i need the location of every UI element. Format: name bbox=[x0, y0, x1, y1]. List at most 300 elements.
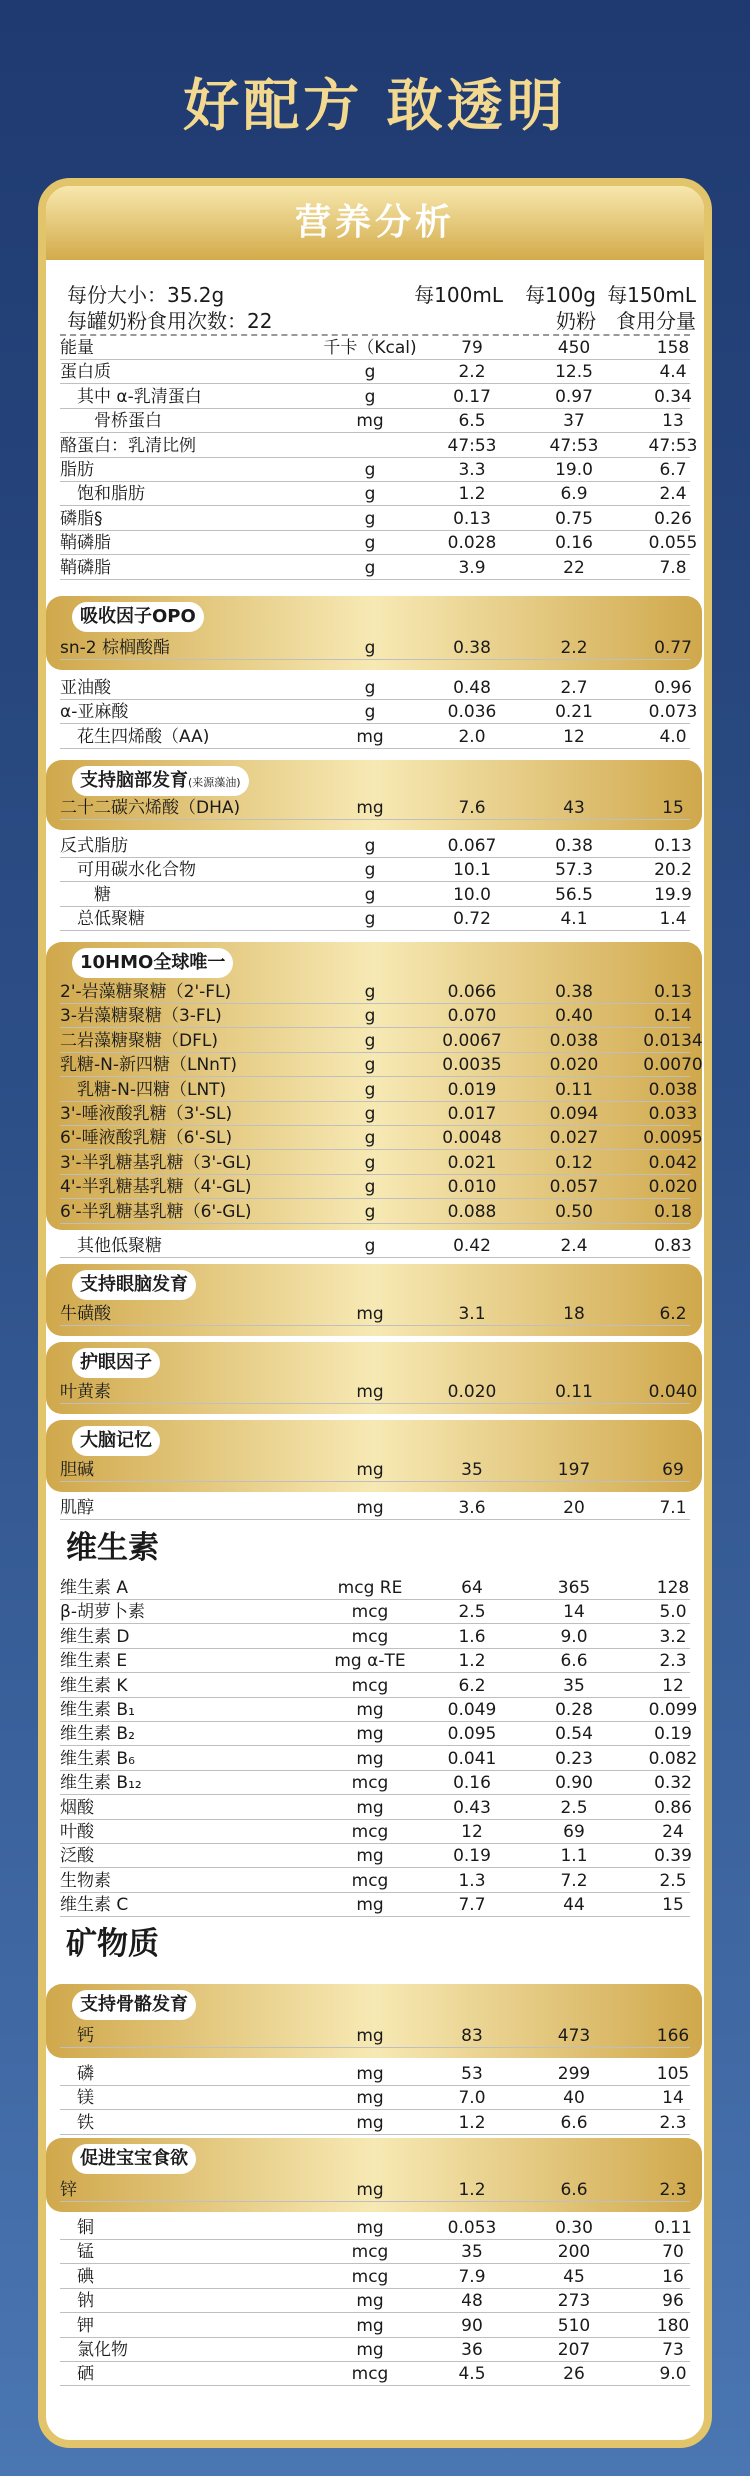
value-per100g: 6.6 bbox=[560, 2180, 588, 2200]
nutrient-name: 乳糖-N-四糖（LNT) bbox=[60, 1079, 227, 1100]
nutrient-name: 维生素 B₁ bbox=[60, 1700, 135, 1720]
value-per150ml: 0.0070 bbox=[643, 1055, 703, 1076]
value-per100g: 2.4 bbox=[560, 1236, 588, 1256]
nutrient-unit: mg bbox=[356, 2340, 384, 2360]
nutrient-name: 叶黄素 bbox=[60, 1382, 111, 1402]
value-per100ml: 0.19 bbox=[453, 1846, 491, 1867]
value-per150ml: 47:53 bbox=[648, 435, 698, 456]
value-per100ml: 35 bbox=[461, 1460, 483, 1480]
value-per100ml: 0.020 bbox=[447, 1382, 497, 1402]
nutrient-unit: mg bbox=[356, 2112, 384, 2133]
value-per100g: 4.1 bbox=[560, 909, 588, 930]
value-per100ml: 3.9 bbox=[458, 557, 486, 578]
value-per100ml: 10.1 bbox=[453, 860, 491, 881]
table-row bbox=[60, 1600, 690, 1624]
nutrient-unit: 千卡（Kcal) bbox=[323, 338, 417, 358]
nutrient-unit: mg bbox=[356, 1846, 384, 1867]
table-row bbox=[60, 1820, 690, 1844]
value-per150ml: 96 bbox=[662, 2291, 684, 2312]
value-per100g: 37 bbox=[563, 411, 585, 432]
value-per100g: 12 bbox=[563, 726, 585, 747]
nutrient-unit: mg bbox=[356, 1748, 384, 1769]
nutrient-unit: g bbox=[364, 836, 376, 856]
value-per150ml: 0.0134 bbox=[643, 1030, 703, 1051]
table-row bbox=[60, 1151, 698, 1175]
value-per100g: 473 bbox=[557, 2026, 591, 2046]
value-per150ml: 2.5 bbox=[659, 1870, 687, 1891]
nutrient-name: 6'-唾液酸乳糖（6'-SL) bbox=[60, 1128, 233, 1149]
value-per100ml: 0.0035 bbox=[442, 1055, 502, 1076]
value-per100ml: 0.72 bbox=[453, 909, 491, 930]
nutrient-unit: g bbox=[364, 1128, 376, 1149]
nutrient-name: 4'-半乳糖基乳糖（4'-GL) bbox=[60, 1177, 252, 1198]
value-per150ml: 14 bbox=[662, 2088, 684, 2109]
nutrient-name: 碘 bbox=[60, 2266, 94, 2287]
value-per100ml: 36 bbox=[461, 2340, 483, 2360]
nutrient-unit: mg bbox=[356, 2291, 384, 2312]
serving-count: 每罐奶粉食用次数：22 bbox=[67, 309, 273, 333]
nutrient-unit: mcg bbox=[351, 1675, 389, 1696]
value-per100g: 14 bbox=[563, 1602, 585, 1623]
value-per100g: 0.020 bbox=[549, 1055, 599, 1076]
nutrient-unit: g bbox=[364, 1236, 376, 1256]
nutrient-name: 维生素 K bbox=[60, 1675, 128, 1696]
value-per100g: 22 bbox=[563, 557, 585, 578]
value-per100ml: 2.0 bbox=[458, 726, 486, 747]
value-per100ml: 47:53 bbox=[447, 435, 497, 456]
nutrient-unit: mcg bbox=[351, 2266, 389, 2287]
value-per100g: 0.97 bbox=[555, 386, 593, 407]
value-per100ml: 7.6 bbox=[458, 798, 486, 818]
value-per150ml: 2.3 bbox=[659, 1651, 687, 1672]
nutrient-unit: g bbox=[364, 1079, 376, 1100]
value-per100g: 450 bbox=[557, 338, 591, 358]
nutrient-name: 肌醇 bbox=[60, 1498, 94, 1518]
value-per100g: 57.3 bbox=[555, 860, 593, 881]
nutrient-name: 维生素 E bbox=[60, 1651, 128, 1672]
value-per100g: 197 bbox=[557, 1460, 591, 1480]
column-header-per100ml: 每100mL bbox=[414, 283, 503, 307]
section-label-note: (来源藻油) bbox=[188, 776, 241, 789]
section-label: 支持眼脑发育 bbox=[72, 1270, 196, 1300]
column-header-per150ml: 每150mL 食用分量 bbox=[607, 283, 696, 333]
value-per100g: 0.23 bbox=[555, 1748, 593, 1769]
nutrient-name: 3'-半乳糖基乳糖（3'-GL) bbox=[60, 1152, 252, 1173]
value-per100g: 0.21 bbox=[555, 702, 593, 723]
nutrient-unit: mg bbox=[356, 2180, 384, 2200]
value-per150ml: 0.0095 bbox=[643, 1128, 703, 1149]
value-per100ml: 4.5 bbox=[458, 2364, 486, 2385]
value-per150ml: 19.9 bbox=[654, 884, 692, 905]
nutrient-unit: g bbox=[364, 638, 376, 658]
value-per100g: 0.094 bbox=[549, 1104, 599, 1124]
value-per100g: 0.12 bbox=[555, 1152, 593, 1173]
value-per100g: 2.5 bbox=[560, 1797, 588, 1818]
table-row bbox=[60, 1722, 690, 1746]
value-per100g: 0.038 bbox=[549, 1030, 599, 1051]
value-per100g: 26 bbox=[563, 2364, 585, 2385]
nutrient-unit: mg bbox=[356, 1304, 384, 1324]
table-row bbox=[60, 1102, 698, 1126]
value-per100g: 47:53 bbox=[549, 435, 599, 456]
value-per100ml: 0.021 bbox=[447, 1152, 497, 1173]
table-row bbox=[60, 2086, 690, 2110]
nutrient-unit: mg bbox=[356, 726, 384, 747]
table-row bbox=[60, 1175, 698, 1199]
nutrient-name: 可用碳水化合物 bbox=[60, 860, 196, 881]
value-per150ml: 1.4 bbox=[659, 909, 687, 930]
value-per100ml: 0.095 bbox=[447, 1724, 497, 1745]
table-row bbox=[60, 1234, 690, 1258]
nutrient-name: 维生素 B₁₂ bbox=[60, 1773, 142, 1794]
value-per150ml: 5.0 bbox=[659, 1602, 687, 1623]
nutrient-unit: mcg bbox=[351, 1822, 389, 1842]
value-per100g: 44 bbox=[563, 1895, 585, 1916]
table-row bbox=[60, 2062, 690, 2086]
value-per150ml: 70 bbox=[662, 2242, 684, 2263]
table-row bbox=[60, 1302, 690, 1326]
nutrient-unit: g bbox=[364, 386, 376, 407]
value-per150ml: 24 bbox=[662, 1822, 684, 1842]
nutrient-unit: mg bbox=[356, 2026, 384, 2046]
value-per150ml: 0.073 bbox=[648, 702, 698, 723]
table-row bbox=[60, 385, 690, 409]
value-per150ml: 0.39 bbox=[654, 1846, 692, 1867]
nutrient-name: 亚油酸 bbox=[60, 678, 111, 698]
table-row bbox=[60, 907, 690, 931]
value-per100g: 510 bbox=[557, 2315, 591, 2336]
value-per150ml: 0.082 bbox=[648, 1748, 698, 1769]
value-per100ml: 2.5 bbox=[458, 1602, 486, 1623]
nutrient-name: 磷 bbox=[60, 2064, 94, 2084]
value-per100g: 6.9 bbox=[560, 484, 588, 505]
value-per150ml: 3.2 bbox=[659, 1626, 687, 1647]
section-label: 促进宝宝食欲 bbox=[72, 2144, 196, 2174]
table-row bbox=[60, 676, 690, 700]
value-per100ml: 1.6 bbox=[458, 1626, 486, 1647]
nutrient-name: 镁 bbox=[60, 2088, 94, 2109]
value-per150ml: 15 bbox=[662, 798, 684, 818]
column-header-per100g: 每100g 奶粉 bbox=[525, 283, 596, 333]
value-per150ml: 128 bbox=[656, 1578, 690, 1598]
value-per100ml: 7.0 bbox=[458, 2088, 486, 2109]
nutrient-unit: mcg bbox=[351, 2364, 389, 2385]
nutrient-name: 维生素 C bbox=[60, 1895, 129, 1916]
value-per150ml: 0.26 bbox=[654, 508, 692, 529]
table-row bbox=[60, 1078, 698, 1102]
nutrient-name: 鞘磷脂 bbox=[60, 557, 111, 578]
table-row bbox=[60, 2362, 690, 2386]
nutrient-name: 泛酸 bbox=[60, 1846, 94, 1867]
value-per100g: 0.11 bbox=[555, 1079, 593, 1100]
table-row bbox=[60, 482, 690, 506]
nutrient-unit: mcg RE bbox=[337, 1578, 403, 1598]
nutrient-name: 维生素 B₆ bbox=[60, 1748, 135, 1769]
nutrient-unit: mg bbox=[356, 1797, 384, 1818]
nutrient-unit: g bbox=[364, 702, 376, 723]
value-per150ml: 7.1 bbox=[659, 1498, 687, 1518]
table-row bbox=[60, 434, 698, 458]
value-per100ml: 0.010 bbox=[447, 1177, 497, 1198]
value-per100ml: 2.2 bbox=[458, 362, 486, 383]
nutrient-name: 能量 bbox=[60, 338, 94, 358]
table-row bbox=[60, 1458, 690, 1482]
value-per100g: 6.6 bbox=[560, 1651, 588, 1672]
nutrient-name: 锰 bbox=[60, 2242, 94, 2263]
table-row bbox=[60, 1380, 698, 1404]
table-row bbox=[60, 1771, 690, 1795]
value-per100ml: 0.13 bbox=[453, 508, 491, 529]
value-per100ml: 53 bbox=[461, 2064, 483, 2084]
table-row bbox=[60, 2240, 690, 2264]
nutrient-unit: mg bbox=[356, 2088, 384, 2109]
value-per100g: 0.54 bbox=[555, 1724, 593, 1745]
table-row bbox=[60, 1576, 690, 1600]
value-per100ml: 12 bbox=[461, 1822, 483, 1842]
table-row bbox=[60, 1674, 690, 1698]
value-per150ml: 0.055 bbox=[648, 533, 698, 554]
nutrient-name: 钾 bbox=[60, 2315, 94, 2336]
value-per100g: 299 bbox=[557, 2064, 591, 2084]
value-per150ml: 0.18 bbox=[654, 1201, 692, 1222]
table-row bbox=[60, 1200, 690, 1224]
section-label: 大脑记忆 bbox=[72, 1426, 160, 1456]
nutrient-name: 花生四烯酸（AA) bbox=[60, 726, 210, 747]
nutrient-unit: mg bbox=[356, 798, 384, 818]
value-per100g: 18 bbox=[563, 1304, 585, 1324]
table-row bbox=[60, 2178, 690, 2202]
nutrient-unit: mg bbox=[356, 1895, 384, 1916]
nutrient-name: 生物素 bbox=[60, 1870, 111, 1891]
value-per100ml: 10.0 bbox=[453, 884, 491, 905]
value-per100ml: 0.066 bbox=[447, 982, 497, 1002]
value-per150ml: 0.038 bbox=[648, 1079, 698, 1100]
value-per100g: 20 bbox=[563, 1498, 585, 1518]
value-per150ml: 158 bbox=[656, 338, 690, 358]
table-row bbox=[60, 1698, 698, 1722]
nutrient-name: 烟酸 bbox=[60, 1797, 94, 1818]
nutrient-name: 铁 bbox=[60, 2112, 94, 2133]
value-per100ml: 3.6 bbox=[458, 1498, 486, 1518]
value-per150ml: 16 bbox=[662, 2266, 684, 2287]
value-per100ml: 0.38 bbox=[453, 638, 491, 658]
table-row bbox=[60, 2314, 690, 2338]
nutrient-unit: mcg bbox=[351, 1626, 389, 1647]
nutrient-unit: g bbox=[364, 533, 376, 554]
nutrient-name: 锌 bbox=[60, 2180, 77, 2200]
nutrient-unit: g bbox=[364, 1030, 376, 1051]
nutrient-name: 铜 bbox=[60, 2218, 94, 2238]
section-label: 吸收因子OPO bbox=[72, 602, 204, 632]
card-title: 营养分析 bbox=[46, 186, 704, 260]
value-per150ml: 6.2 bbox=[659, 1304, 687, 1324]
value-per100g: 6.6 bbox=[560, 2112, 588, 2133]
value-per150ml: 6.7 bbox=[659, 460, 687, 480]
value-per100ml: 0.053 bbox=[447, 2218, 497, 2238]
nutrient-name: 钠 bbox=[60, 2291, 94, 2312]
value-per100ml: 64 bbox=[461, 1578, 483, 1598]
table-row bbox=[60, 360, 690, 384]
section-heading: 矿物质 bbox=[66, 1926, 159, 1962]
value-per100g: 0.38 bbox=[555, 836, 593, 856]
value-per150ml: 0.96 bbox=[654, 678, 692, 698]
nutrient-unit: g bbox=[364, 1055, 376, 1076]
table-row bbox=[60, 796, 690, 820]
nutrient-name: 反式脂肪 bbox=[60, 836, 128, 856]
table-row bbox=[60, 636, 690, 660]
nutrient-unit: g bbox=[364, 508, 376, 529]
value-per100g: 2.7 bbox=[560, 678, 588, 698]
table-row bbox=[60, 1869, 690, 1893]
value-per100g: 0.057 bbox=[549, 1177, 599, 1198]
value-per100ml: 0.067 bbox=[447, 836, 497, 856]
value-per100g: 40 bbox=[563, 2088, 585, 2109]
value-per150ml: 2.3 bbox=[659, 2112, 687, 2133]
value-per150ml: 105 bbox=[656, 2064, 690, 2084]
value-per100g: 2.2 bbox=[560, 638, 588, 658]
value-per100g: 365 bbox=[557, 1578, 591, 1598]
nutrient-name: 鞘磷脂 bbox=[60, 533, 111, 554]
serving-info bbox=[67, 282, 272, 334]
nutrient-unit: mg bbox=[356, 411, 384, 432]
table-row bbox=[60, 1053, 703, 1077]
table-row bbox=[60, 409, 690, 433]
value-per100ml: 1.3 bbox=[458, 1870, 486, 1891]
nutrient-name: 牛磺酸 bbox=[60, 1304, 111, 1324]
table-row bbox=[60, 507, 690, 531]
nutrition-card bbox=[38, 178, 712, 2448]
nutrient-unit: mg bbox=[356, 1460, 384, 1480]
value-per150ml: 15 bbox=[662, 1895, 684, 1916]
value-per150ml: 13 bbox=[662, 411, 684, 432]
value-per100g: 0.75 bbox=[555, 508, 593, 529]
nutrient-name: 磷脂§ bbox=[60, 508, 103, 529]
nutrient-name: 其他低聚糖 bbox=[60, 1236, 162, 1256]
value-per150ml: 2.3 bbox=[659, 2180, 687, 2200]
nutrient-unit: g bbox=[364, 460, 376, 480]
nutrient-name: 硒 bbox=[60, 2364, 94, 2385]
table-row bbox=[60, 336, 690, 360]
nutrient-unit: mcg bbox=[351, 1602, 389, 1623]
nutrient-unit: mg bbox=[356, 2064, 384, 2084]
nutrient-unit: mcg bbox=[351, 1870, 389, 1891]
value-per100ml: 0.0048 bbox=[442, 1128, 502, 1149]
nutrient-name: 骨桥蛋白 bbox=[60, 411, 162, 432]
value-per100ml: 3.3 bbox=[458, 460, 486, 480]
value-per100ml: 83 bbox=[461, 2026, 483, 2046]
value-per100g: 43 bbox=[563, 798, 585, 818]
value-per100g: 0.50 bbox=[555, 1201, 593, 1222]
value-per100g: 0.11 bbox=[555, 1382, 593, 1402]
value-per150ml: 0.13 bbox=[654, 836, 692, 856]
value-per150ml: 0.34 bbox=[654, 386, 692, 407]
nutrient-unit: g bbox=[364, 909, 376, 930]
table-row bbox=[60, 1796, 690, 1820]
value-per150ml: 0.83 bbox=[654, 1236, 692, 1256]
value-per100g: 7.2 bbox=[560, 1870, 588, 1891]
nutrient-unit: mg bbox=[356, 1724, 384, 1745]
nutrient-unit: mg bbox=[356, 2218, 384, 2238]
nutrient-name: 饱和脂肪 bbox=[60, 484, 145, 505]
value-per100ml: 48 bbox=[461, 2291, 483, 2312]
nutrient-name: 6'-半乳糖基乳糖（6'-GL) bbox=[60, 1201, 252, 1222]
table-row bbox=[60, 834, 690, 858]
value-per100ml: 0.42 bbox=[453, 1236, 491, 1256]
section-label: 支持骨骼发育 bbox=[72, 1990, 196, 2020]
nutrient-unit: g bbox=[364, 1152, 376, 1173]
value-per100ml: 7.9 bbox=[458, 2266, 486, 2287]
value-per100g: 35 bbox=[563, 1675, 585, 1696]
nutrient-name: 维生素 B₂ bbox=[60, 1724, 135, 1745]
table-row bbox=[60, 1649, 690, 1673]
nutrient-unit: mg bbox=[356, 1498, 384, 1518]
nutrient-name: 维生素 A bbox=[60, 1578, 129, 1598]
nutrient-name: 3'-唾液酸乳糖（3'-SL) bbox=[60, 1104, 233, 1124]
nutrient-unit: g bbox=[364, 982, 376, 1002]
value-per150ml: 0.099 bbox=[648, 1700, 698, 1720]
value-per100ml: 1.2 bbox=[458, 2112, 486, 2133]
value-per100ml: 0.17 bbox=[453, 386, 491, 407]
value-per150ml: 12 bbox=[662, 1675, 684, 1696]
nutrient-unit: g bbox=[364, 484, 376, 505]
nutrient-unit: g bbox=[364, 362, 376, 383]
section-label: 护眼因子 bbox=[72, 1348, 160, 1378]
nutrient-name: 叶酸 bbox=[60, 1822, 94, 1842]
nutrient-unit: mg bbox=[356, 1382, 384, 1402]
table-row bbox=[60, 1625, 690, 1649]
nutrient-unit: mg bbox=[356, 1700, 384, 1720]
nutrient-unit: mcg bbox=[351, 2242, 389, 2263]
value-per100g: 0.027 bbox=[549, 1128, 599, 1149]
value-per150ml: 0.11 bbox=[654, 2218, 692, 2238]
table-row bbox=[60, 2289, 690, 2313]
nutrient-name: 胆碱 bbox=[60, 1460, 94, 1480]
value-per150ml: 0.77 bbox=[654, 638, 692, 658]
value-per100g: 207 bbox=[557, 2340, 591, 2360]
value-per100ml: 35 bbox=[461, 2242, 483, 2263]
value-per100g: 0.16 bbox=[555, 533, 593, 554]
value-per100ml: 0.028 bbox=[447, 533, 497, 554]
value-per150ml: 0.042 bbox=[648, 1152, 698, 1173]
value-per100g: 0.90 bbox=[555, 1773, 593, 1794]
value-per100g: 19.0 bbox=[555, 460, 593, 480]
value-per100g: 273 bbox=[557, 2291, 591, 2312]
nutrient-unit: mg bbox=[356, 2315, 384, 2336]
value-per150ml: 69 bbox=[662, 1460, 684, 1480]
value-per150ml: 4.4 bbox=[659, 362, 687, 383]
nutrient-name: 钙 bbox=[60, 2026, 94, 2046]
nutrient-name: 酪蛋白：乳清比例 bbox=[60, 435, 196, 456]
value-per100ml: 0.017 bbox=[447, 1104, 497, 1124]
value-per100ml: 0.43 bbox=[453, 1797, 491, 1818]
value-per100g: 69 bbox=[563, 1822, 585, 1842]
value-per100ml: 90 bbox=[461, 2315, 483, 2336]
table-row bbox=[60, 2216, 690, 2240]
value-per100g: 56.5 bbox=[555, 884, 593, 905]
nutrient-unit: g bbox=[364, 1006, 376, 1027]
value-per100ml: 0.070 bbox=[447, 1006, 497, 1027]
value-per150ml: 0.020 bbox=[648, 1177, 698, 1198]
value-per150ml: 0.86 bbox=[654, 1797, 692, 1818]
table-row bbox=[60, 1029, 703, 1053]
value-per150ml: 9.0 bbox=[659, 2364, 687, 2385]
value-per150ml: 166 bbox=[656, 2026, 690, 2046]
value-per150ml: 0.14 bbox=[654, 1006, 692, 1027]
nutrient-unit: g bbox=[364, 1104, 376, 1124]
value-per100ml: 0.088 bbox=[447, 1201, 497, 1222]
value-per100ml: 0.0067 bbox=[442, 1030, 502, 1051]
value-per150ml: 0.040 bbox=[648, 1382, 698, 1402]
